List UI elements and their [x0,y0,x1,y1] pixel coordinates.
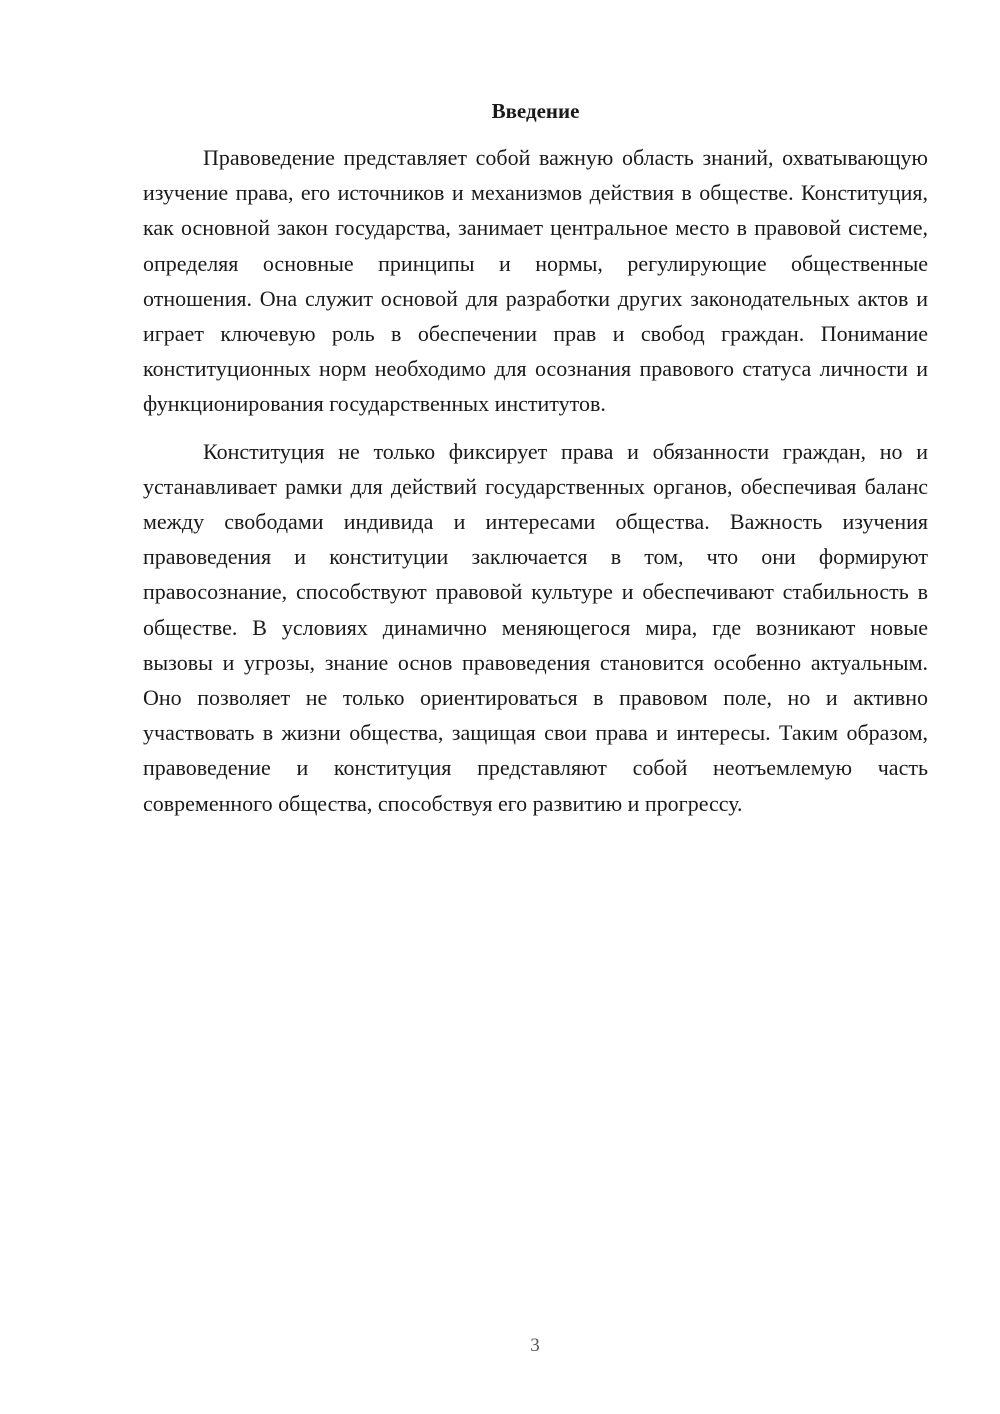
page-number: 3 [530,1335,540,1356]
paragraph-1: Правоведение представляет собой важную область знаний, охватывающую изучение права, его источников и механизмов действия в обществе. Конституция, как основной закон государства, занимает центральное место в правовой системе, определяя основные принципы и нормы, регулирующие общественные отношения. Она служит основой для разработки других законодательных актов и играет ключевую роль в обеспечении прав и свобод граждан. Понимание конституционных норм необходимо для осознания правового статуса личности и функционирования государственных институтов. [143,145,928,417]
page-content [143,94,928,821]
paragraph-2: Конституция не только фиксирует права и обязанности граждан, но и устанавливает рамки для действий государственных органов, обеспечивая баланс между свободами индивида и интересами общества. Важность изучения правоведения и конституции заключается в том, что они формируют правосознание, способствуют правовой культуре и обеспечивают стабильность в обществе. В условиях динамично меняющегося мира, где возникают новые вызовы и угрозы, знание основ правоведения становится особенно актуальным. Оно позволяет не только ориентироваться в правовом поле, но и активно участвовать в жизни общества, защищая свои права и интересы. Таким образом, правоведение и конституция представляют собой неотъемлемую часть современного общества, способствуя его развитию и прогрессу. [143,438,928,816]
section-heading: Введение [491,99,580,123]
